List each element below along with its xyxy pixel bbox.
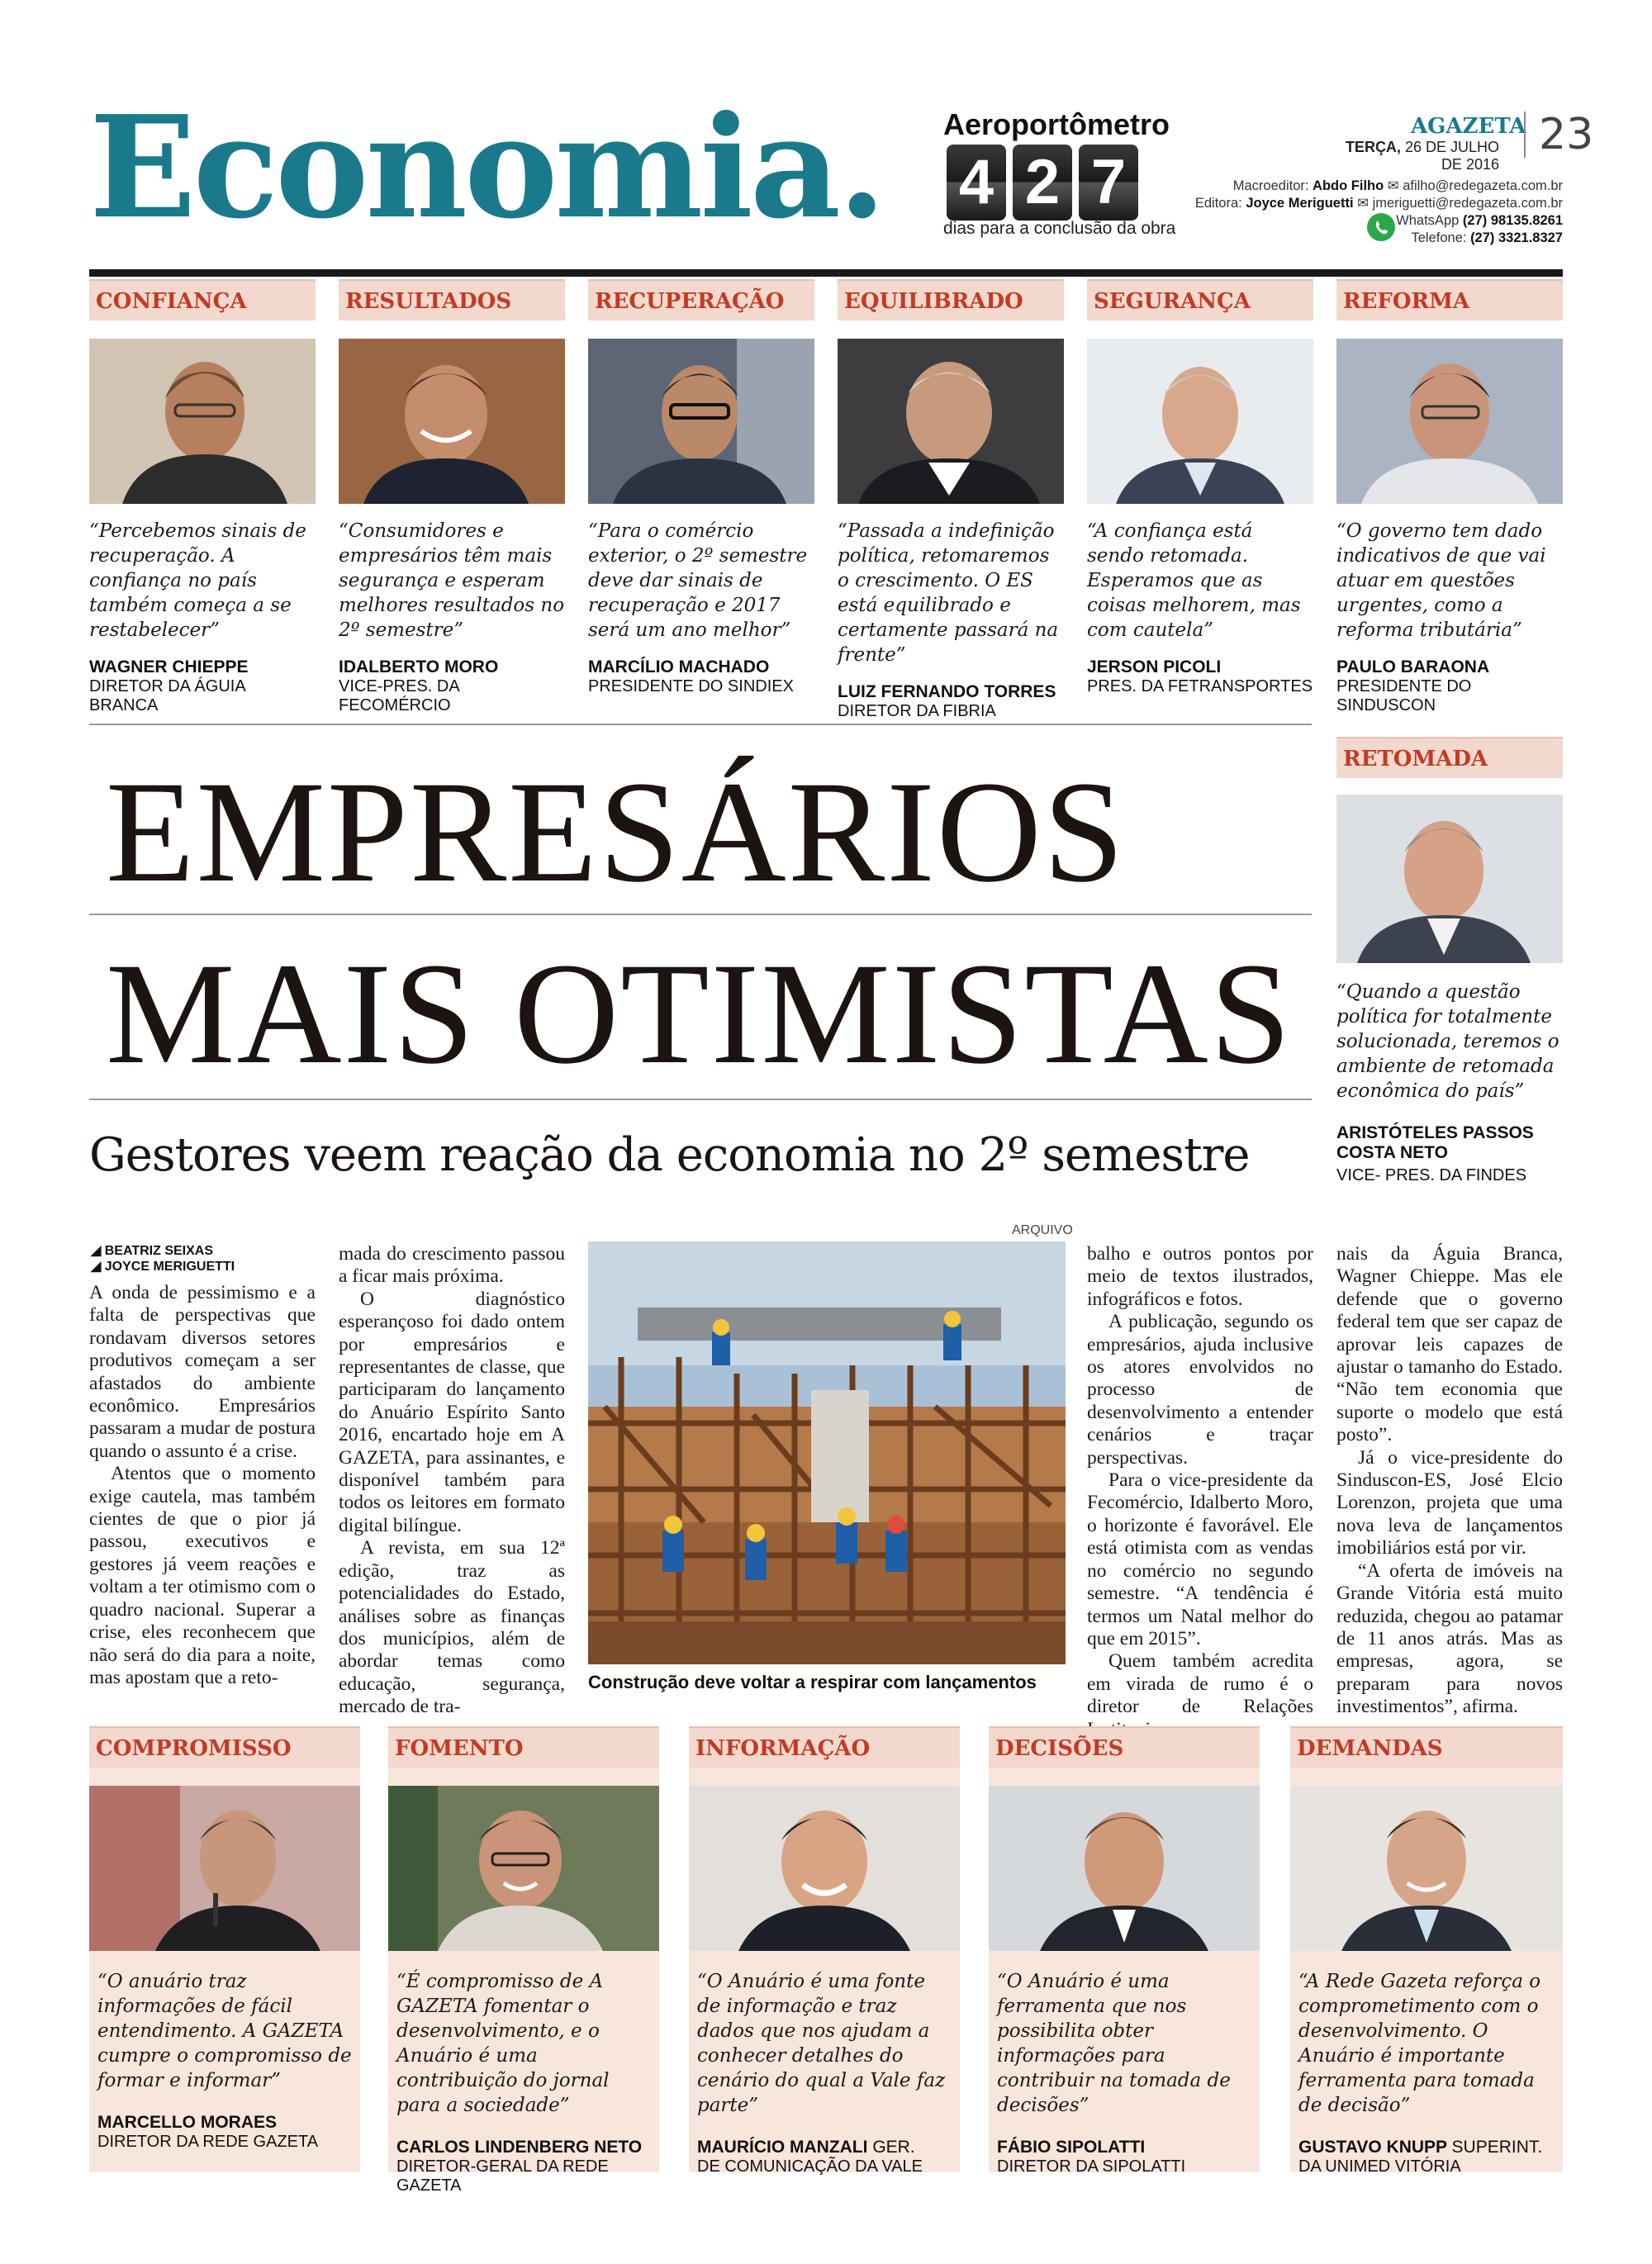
person-role: DIRETOR DA REDE GAZETA — [97, 2133, 319, 2151]
newspaper-brand: AGAZETA — [1411, 114, 1526, 139]
counter-digit-3: 7 — [1079, 145, 1138, 221]
quote-text: “A confiança está sendo retomada. Esperamos que as coisas melhorem, mas com cautela” — [1087, 520, 1301, 641]
card-tag: RESULTADOS — [339, 279, 565, 320]
publication-date — [1322, 139, 1499, 173]
header-rule — [89, 269, 1563, 277]
person-role: DIRETOR DA FIBRIA — [838, 702, 996, 720]
quote-text: “Consumidores e empresários têm mais segurança e esperam melhores resultados no 2º semestre” — [339, 520, 565, 641]
person-role: PRESIDENTE DO SINDIEX — [588, 677, 794, 695]
card-tag: SEGURANÇA — [1087, 279, 1313, 320]
whatsapp-icon — [1367, 213, 1395, 241]
photo-credit: ARQUIVO — [1012, 1223, 1073, 1237]
portrait-photo — [388, 1786, 659, 1951]
macroeditor-label: Macroeditor: — [1232, 178, 1309, 193]
mail-icon: ✉ — [1387, 178, 1399, 193]
headline-deck: Gestores veem reação da economia no 2º semestre — [89, 1128, 1250, 1182]
quote-text: “Quando a questão política for totalmente solucionada, teremos o ambiente de retomada econômica do país” — [1336, 981, 1559, 1102]
divider — [89, 1099, 1312, 1100]
bottom-quote-card — [689, 1726, 960, 2176]
person-name-line1: ARISTÓTELES PASSOS — [1336, 1123, 1534, 1142]
telefone-number: (27) 3321.8327 — [1470, 230, 1563, 245]
paragraph: O diagnóstico esperançoso foi dado ontem por empresários e representantes de classe, que participaram do lançamento do Anuário Espírito Santo 2016, encartado hoje em A GAZETA, para assinantes, e disponível também para todos os leitores em formato digital bilíngue. — [339, 1288, 565, 1536]
bottom-quote-card — [989, 1726, 1260, 2176]
card-tag: DECISÕES — [989, 1726, 1260, 1768]
date-text: 26 DE JULHO DE 2016 — [1404, 139, 1499, 173]
divider — [89, 914, 1312, 915]
paragraph: nais da Águia Branca, Wagner Chieppe. Mas ele defende que o governo federal tem que ser capaz de aprovar leis capazes de ajustar o tamanho do Estado. “Não tem economia que suporte o modelo que está posto”. — [1336, 1243, 1563, 1446]
quote-text: “Para o comércio exterior, o 2º semestre deve dar sinais de recuperação e 2017 será um ano melhor” — [588, 520, 808, 641]
card-tag: REFORMA — [1336, 279, 1563, 320]
bottom-quote-card — [89, 1726, 360, 2172]
mail-icon: ✉ — [1357, 196, 1369, 211]
date-weekday: TERÇA, — [1345, 139, 1401, 155]
page-number: 23 — [1524, 112, 1593, 158]
person-name: MARCELLO MORAES — [97, 2113, 277, 2132]
quote-text: “É compromisso de A GAZETA fomentar o desenvolvimento, e o Anuário é uma contribuição do jornal para a sociedade” — [396, 1971, 610, 2116]
headline-line-1: EMPRESÁRIOS — [106, 752, 1126, 913]
person-role: DIRETOR DA SIPOLATTI — [997, 2157, 1186, 2176]
article-column-3 — [1087, 1243, 1313, 1741]
person-name: GUSTAVO KNUPP — [1298, 2138, 1447, 2157]
headline-line-2: MAIS OTIMISTAS — [106, 933, 1293, 1094]
author: ◢ BEATRIZ SEIXAS — [91, 1244, 214, 1258]
paragraph: A revista, em sua 12ª edição, traz as potencialidades do Estado, análises sobre as finanças dos municípios, além de abordar temas como educação, segurança, mercado de tra- — [339, 1537, 565, 1718]
person-name-line2: COSTA NETO — [1336, 1143, 1448, 1162]
quote-card — [588, 279, 814, 696]
editora-name: Joyce Meriguetti — [1246, 196, 1354, 211]
quote-text: “Passada a indefinição política, retomaremos o crescimento. O ES está equilibrado e certamente passará na frente” — [838, 520, 1059, 666]
construction-photo — [588, 1241, 1066, 1664]
person-role: VICE- PRES. DA FINDES — [1336, 1166, 1527, 1184]
paragraph: “A oferta de imóveis na Grande Vitória está muito reduzida, chegou ao patamar de 11 anos atrás. Mas as empresas, agora, se preparam para novos investimentos”, afirma. — [1336, 1559, 1563, 1718]
quote-card — [339, 279, 565, 715]
person-name: PAULO BARAONA — [1336, 657, 1490, 676]
article-column-4 — [1336, 1243, 1563, 1719]
person-role: PRESIDENTE DO SINDUSCON — [1336, 677, 1472, 714]
article-column-1 — [89, 1282, 316, 1689]
portrait-photo — [1290, 1786, 1563, 1951]
portrait-photo — [989, 1786, 1260, 1951]
aeroportometro-label: Aeroportômetro — [943, 107, 1170, 141]
author: ◢ JOYCE MERIGUETTI — [91, 1260, 235, 1274]
card-tag: INFORMAÇÃO — [689, 1726, 960, 1768]
article-column-2 — [339, 1243, 565, 1719]
card-tag: DEMANDAS — [1290, 1726, 1563, 1768]
quote-text: “O Anuário é uma fonte de informação e traz dados que nos ajudam a conhecer detalhes do cenário do qual a Vale faz parte” — [697, 1971, 946, 2116]
paragraph: balho e outros pontos por meio de textos ilustrados, infográficos e fotos. — [1087, 1243, 1313, 1310]
person-name: WAGNER CHIEPPE — [89, 657, 249, 676]
whatsapp-label: WhatsApp — [1396, 213, 1460, 228]
bottom-quote-card — [388, 1726, 659, 2195]
portrait-photo — [89, 1786, 360, 1951]
quote-card — [1087, 279, 1313, 696]
divider — [89, 724, 1312, 725]
portrait-photo — [89, 339, 316, 504]
quote-card — [838, 279, 1064, 721]
quote-card — [89, 279, 316, 715]
paragraph: Para o vice-presidente da Fecomércio, Idalberto Moro, o horizonte é favorável. Ele está otimista com as vendas no comércio no segundo semestre. “A tendência é termos um Natal melhor do que em 2015”. — [1087, 1469, 1313, 1649]
paragraph: A publicação, segundo os empresários, ajuda inclusive os atores envolvidos no processo de desenvolvimento a entender cenários e traçar perspectivas. — [1087, 1311, 1313, 1469]
card-tag: RECUPERAÇÃO — [588, 279, 814, 320]
person-role: DE COMUNICAÇÃO DA VALE — [697, 2157, 923, 2176]
quote-text: “Percebemos sinais de recuperação. A confiança no país também começa a se restabelecer” — [89, 520, 306, 641]
portrait-photo — [838, 339, 1064, 504]
counter-digit-1: 4 — [947, 145, 1006, 221]
person-name: MARCÍLIO MACHADO — [588, 657, 770, 676]
quote-text: “O Anuário é uma ferramenta que nos possibilita obter informações para contribuir na tomada de decisões” — [997, 1971, 1231, 2116]
portrait-photo — [1336, 339, 1563, 504]
paragraph: mada do crescimento passou a ficar mais próxima. — [339, 1243, 565, 1288]
telefone-label: Telefone: — [1411, 230, 1467, 245]
card-tag: EQUILIBRADO — [838, 279, 1064, 320]
person-name: CARLOS LINDENBERG NETO — [396, 2138, 643, 2157]
paragraph: Quem também acredita em virada de rumo é o diretor de Relações — [1087, 1650, 1313, 1718]
person-title: SUPERINT. — [1451, 2138, 1543, 2157]
person-title: GER. — [872, 2138, 915, 2157]
person-name-line — [697, 2138, 952, 2157]
quote-card — [1336, 279, 1563, 715]
counter-digit-2: 2 — [1013, 145, 1072, 221]
bottom-quote-card — [1290, 1726, 1563, 2176]
paragraph: A onda de pessimismo e a falta de perspectivas que rondavam diversos setores produtivos começam a ser afastados do ambiente econômico. Empresários passaram a mudar de postura quando o assunto é a crise. — [89, 1282, 316, 1462]
card-tag: COMPROMISSO — [89, 1726, 360, 1768]
side-quote-card — [1336, 737, 1563, 1185]
card-tag: RETOMADA — [1336, 737, 1563, 778]
paragraph: Atentos que o momento exige cautela, mas também cientes de que o pior já passou, executivos e gestores já veem reações e voltam a ter otimismo com o quadro nacional. Superar a crise, eles reconhecem que não será do dia para a noite, mas apostam que a reto- — [89, 1463, 316, 1688]
person-name: LUIZ FERNANDO TORRES — [838, 682, 1056, 701]
byline — [91, 1243, 235, 1274]
card-tag: FOMENTO — [388, 1726, 659, 1768]
portrait-photo — [689, 1786, 960, 1951]
person-name: IDALBERTO MORO — [339, 657, 499, 676]
whatsapp-number: (27) 98135.8261 — [1462, 213, 1563, 228]
person-name: JERSON PICOLI — [1087, 657, 1222, 676]
person-role: DIRETOR-GERAL DA REDE GAZETA — [396, 2157, 609, 2195]
person-role: DA UNIMED VITÓRIA — [1298, 2157, 1461, 2176]
counter-subtitle: dias para a conclusão da obra — [943, 219, 1176, 238]
quote-text: “O anuário traz informações de fácil entendimento. A GAZETA cumpre o compromisso de formar e informar” — [97, 1971, 352, 2091]
person-role: PRES. DA FETRANSPORTES — [1087, 677, 1313, 695]
person-name: FÁBIO SIPOLATTI — [997, 2138, 1146, 2157]
person-role: DIRETOR DA ÁGUIA BRANCA — [89, 677, 245, 714]
person-role: VICE-PRES. DA FECOMÉRCIO — [339, 677, 459, 714]
portrait-photo — [1336, 795, 1563, 963]
editora-label: Editora: — [1194, 196, 1242, 211]
portrait-photo — [339, 339, 565, 504]
editorial-credits — [1156, 178, 1563, 247]
paragraph: Já o vice-presidente do Sinduscon-ES, José Elcio Lorenzon, projeta que uma nova leva de lançamentos imobiliários está por vir. — [1336, 1446, 1563, 1559]
editora-email[interactable]: jmeriguetti@redegazeta.com.br — [1372, 196, 1563, 211]
portrait-photo — [588, 339, 814, 504]
quote-text: “A Rede Gazeta reforça o comprometimento com o desenvolvimento. O Anuário é importante ferramenta para tomada de decisão” — [1298, 1971, 1541, 2116]
section-title: Economia. — [89, 85, 884, 250]
person-name: MAURÍCIO MANZALI — [697, 2138, 868, 2157]
macroeditor-email[interactable]: afilho@redegazeta.com.br — [1403, 178, 1563, 193]
person-name-line — [1298, 2138, 1555, 2157]
author-name: BEATRIZ SEIXAS — [104, 1244, 214, 1258]
photo-caption: Construção deve voltar a respirar com lançamentos — [588, 1672, 1037, 1692]
macroeditor-name: Abdo Filho — [1313, 178, 1384, 193]
author-name: JOYCE MERIGUETTI — [104, 1260, 235, 1274]
quote-text: “O governo tem dado indicativos de que vai atuar em questões urgentes, como a reforma tributária” — [1336, 520, 1546, 641]
card-tag: CONFIANÇA — [89, 279, 316, 320]
portrait-photo — [1087, 339, 1313, 504]
